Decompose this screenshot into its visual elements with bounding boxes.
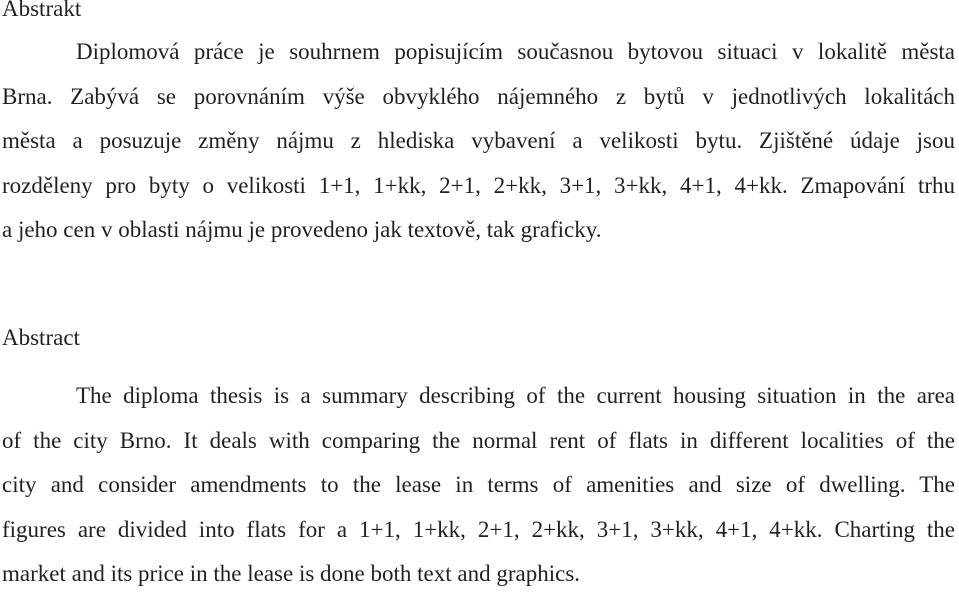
abstract-line: market and its price in the lease is done both text and graphics.: [2, 561, 581, 586]
abstrakt-line: města a posuzuje změny nájmu z hlediska vybavení a velikosti bytu. Zjištěné údaje jsou: [2, 128, 955, 153]
abstrakt-line: rozděleny pro byty o velikosti 1+1, 1+kk, 2+1, 2+kk, 3+1, 3+kk, 4+1, 4+kk. Zmapování trhu: [2, 172, 955, 198]
abstract-heading: Abstract: [2, 325, 80, 350]
abstract-line: of the city Brno. It deals with comparing the normal rent of flats in different localities of the: [2, 427, 955, 453]
abstrakt-line: Diplomová práce je souhrnem popisujícím současnou bytovou situaci v lokalitě města: [76, 39, 955, 64]
abstract-line: figures are divided into flats for a 1+1, 1+kk, 2+1, 2+kk, 3+1, 3+kk, 4+1, 4+kk. Charting the: [2, 516, 955, 542]
abstrakt-heading: Abstrakt: [2, 0, 82, 21]
abstrakt-line: a jeho cen v oblasti nájmu je provedeno jak textově, tak graficky.: [2, 217, 602, 242]
abstract-line: The diploma thesis is a summary describing of the current housing situation in the area: [76, 383, 955, 408]
abstrakt-line: Brna. Zabývá se porovnáním výše obvyklého nájemného z bytů v jednotlivých lokalitách: [2, 83, 955, 109]
abstract-line: city and consider amendments to the lease in terms of amenities and size of dwelling. The: [2, 472, 955, 497]
abstrakt-paragraph: [2, 30, 955, 253]
abstract-paragraph: [2, 374, 955, 597]
